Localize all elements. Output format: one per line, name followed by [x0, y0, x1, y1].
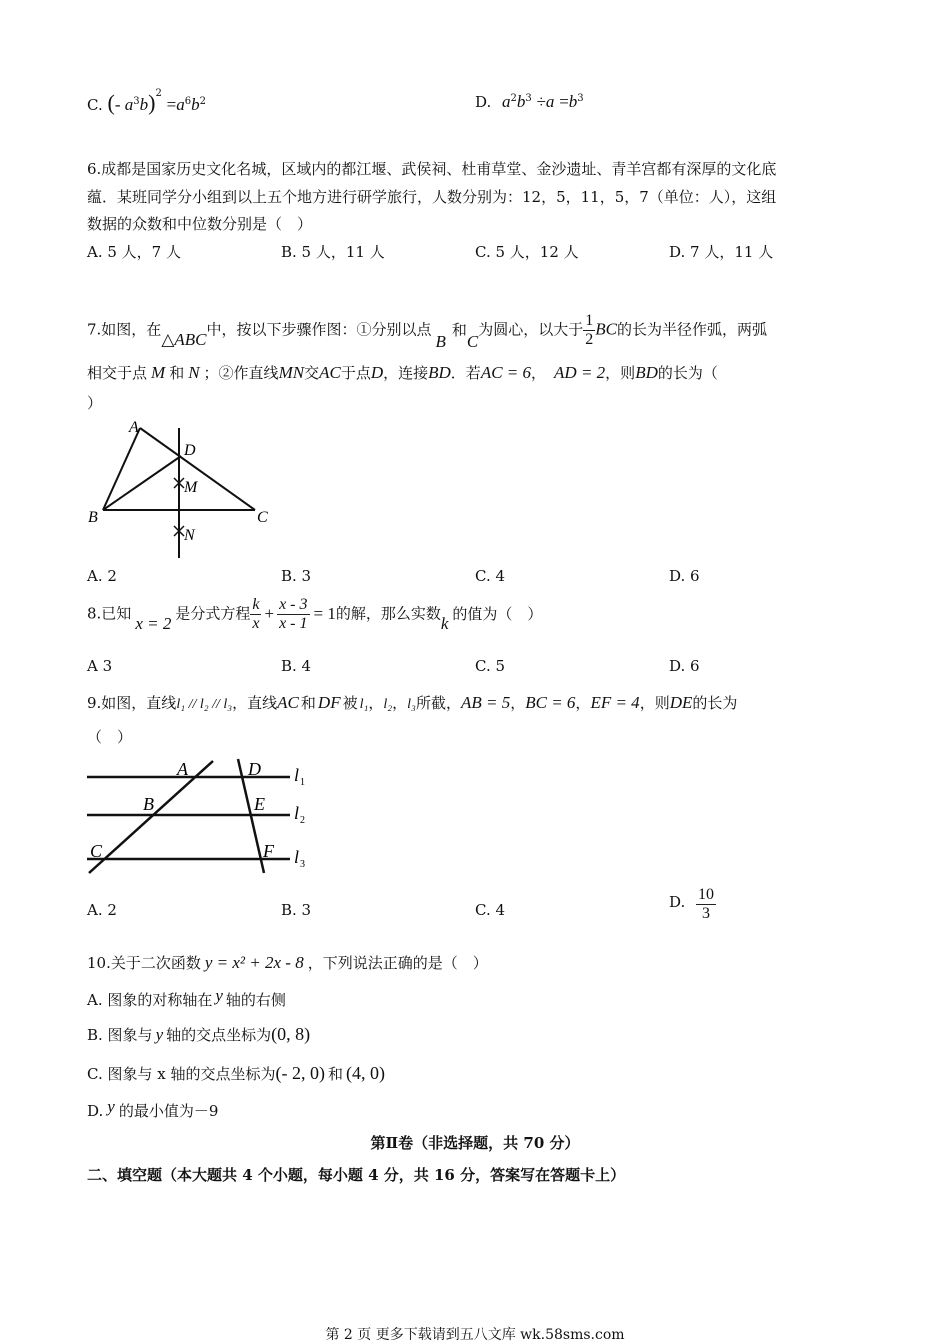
label-c: C: [90, 841, 103, 861]
label-l1: l: [294, 765, 300, 785]
label-l2: l: [294, 803, 300, 823]
q5-option-d: D. $a^2b^3 \div a =b^3$: [475, 92, 584, 111]
q10-option-d: D. y 的最小值为－9: [87, 1097, 219, 1120]
q9-line1: 9.如图，直线l₁ // l₂ // l₃，直线AC 和 DF 被 l₁，l₂，l₃所截，AB = 5，BC = 6，EF = 4，则DE的长为: [87, 693, 738, 712]
section-heading: 二、填空题（本大题共 4 个小题，每小题 4 分，共 16 分，答案写在答题卡上）: [87, 1166, 626, 1184]
q9-figure: [85, 755, 315, 877]
q7-figure: [85, 418, 285, 563]
q6-line3: 数据的众数和中位数分别是（ ）: [87, 215, 313, 233]
q10-option-b: B. 图象与 y 轴的交点坐标为(0, 8): [87, 1024, 311, 1044]
label-m: M: [184, 479, 198, 496]
q9-line2: （ ）: [87, 728, 133, 746]
q7-line1: 7.如图，在△ABC中，按以下步骤作图：①分别以点B和C为圆心，以大于 $\frac{1}{2}$ BC的长为半径作弧，两弧: [87, 312, 768, 351]
q7-line2: 相交于点 M 和 N ；②作直线MN交AC于点D，连接BD．若AC = 6， AD = 2，则BD的长为（: [87, 363, 718, 382]
q8-option-d: D. 6: [669, 657, 700, 675]
label-a: A: [129, 419, 139, 436]
q8-option-b: B. 4: [281, 657, 312, 675]
label-d: D: [184, 442, 196, 459]
q6-line1: 6.成都是国家历史文化名城，区域内的都江堰、武侯祠、杜甫草堂、金沙遗址、青羊宫都有深厚的文化底: [87, 160, 777, 178]
label-f: F: [263, 841, 274, 861]
label-a: A: [177, 759, 188, 779]
q7-option-d: D. 6: [669, 567, 700, 585]
label-l2-sub: 2: [300, 815, 305, 826]
q7-option-b: B. 3: [281, 567, 312, 585]
q9-option-d: D. $\frac{10}{3}$: [669, 886, 715, 922]
q8-line: 8.已知 x = 2 是分式方程 $\frac{k}{x}$ + $\frac{x - 3}{x - 1}$ = 1的解，那么实数k 的值为（ ）: [87, 596, 543, 633]
q7-line3: ）: [87, 394, 103, 412]
q5-option-c: C. (- $a^3b)^2 =a^6b^2$: [87, 88, 206, 115]
q6-option-c: C. 5 人，12 人: [475, 243, 579, 261]
q10-stem: 10.关于二次函数 y = x² + 2x - 8 ，下列说法正确的是（ ）: [87, 953, 488, 972]
q6-option-a: A. 5 人，7 人: [87, 243, 181, 261]
q6-line2: 蕴．某班同学分小组到以上五个地方进行研学旅行，人数分别为：12，5，11，5，7（单位：人），这组: [87, 188, 777, 206]
q6-option-d: D. 7 人，11 人: [669, 243, 774, 261]
label-c: C: [257, 509, 268, 526]
label-b: B: [143, 794, 154, 814]
label-l3-sub: 3: [300, 859, 305, 870]
q9-option-a: A. 2: [87, 901, 117, 919]
q8-option-a: A 3: [87, 657, 113, 675]
q7-option-a: A. 2: [87, 567, 117, 585]
q6-option-b: B. 5 人，11 人: [281, 243, 385, 261]
label-l3: l: [294, 847, 300, 867]
segment-ac: [140, 428, 255, 510]
label-e: E: [254, 794, 265, 814]
q10-option-a: A. 图象的对称轴在 y 轴的右侧: [87, 986, 286, 1009]
label-b: B: [88, 509, 98, 526]
label-d: D: [248, 759, 261, 779]
q10-option-c: C. 图象与 x 轴的交点坐标为(- 2, 0) 和 (4, 0): [87, 1063, 385, 1083]
page-footer: 第 2 页 更多下载请到五八文库 wk.58sms.com: [325, 1327, 625, 1343]
q7-option-c: C. 4: [475, 567, 506, 585]
section-title: 第Ⅱ卷（非选择题，共 70 分）: [370, 1134, 580, 1152]
q9-option-c: C. 4: [475, 901, 506, 919]
label-n: N: [184, 527, 195, 544]
q8-option-c: C. 5: [475, 657, 506, 675]
q9-option-b: B. 3: [281, 901, 312, 919]
label-l1-sub: 1: [300, 777, 305, 788]
